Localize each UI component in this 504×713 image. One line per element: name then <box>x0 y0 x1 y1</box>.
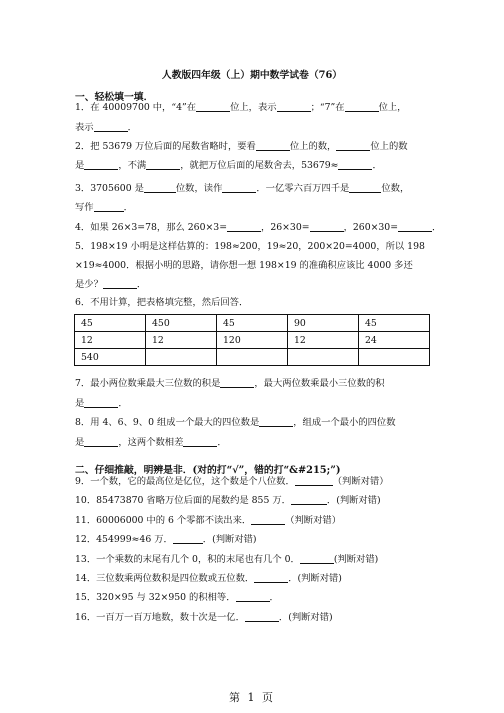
table-row <box>75 332 430 349</box>
answer-blank[interactable] <box>220 377 254 388</box>
question-5-line-1: 5．198×19 小明是这样估算的：198≈200，19≈20，200×20=4000，所以 198 <box>75 241 425 252</box>
question-1-line-2: 表示 ． <box>75 122 137 133</box>
question-4: 4．如果 26×3=78，那么 260×3= ，26×30= ，260×30= ． <box>75 222 442 233</box>
table-cell: 24 <box>359 332 430 349</box>
question-16: 16．一百万一百万地数，数十次是一亿． ．(判断对错) <box>75 612 333 623</box>
answer-blank[interactable] <box>349 182 381 193</box>
question-8-line-2: 是 ，这两个数相差 ． <box>75 437 227 448</box>
question-14: 14．三位数乘两位数积是四位数或五位数． ．(判断对错) <box>75 573 342 584</box>
answer-blank[interactable] <box>254 572 288 583</box>
multiplication-table <box>74 314 430 366</box>
table-row <box>75 349 430 366</box>
answer-blank[interactable] <box>94 121 128 132</box>
question-12: 12．454999≈46 万． ．(判断对错) <box>75 534 257 545</box>
table-cell: 540 <box>75 349 146 366</box>
question-5-line-2: ×19≈4000．根据小明的思路，请你想一想 198×19 的准确积应该比 4000 多还 <box>75 260 413 271</box>
table-cell: 45 <box>359 315 430 332</box>
table-row <box>75 315 430 332</box>
table-cell: 45 <box>217 315 288 332</box>
answer-blank[interactable] <box>259 416 293 427</box>
answer-blank[interactable] <box>173 533 203 544</box>
question-11: 11．60006000 中的 6 个零都不读出来． （判断对错） <box>75 515 341 526</box>
answer-blank[interactable] <box>144 182 176 193</box>
question-5-line-3: 是少？ ． <box>75 279 147 290</box>
answer-blank[interactable] <box>398 221 432 232</box>
question-3-line-1: 3．3705600 是 位数，读作 ．一亿零六百万四千是 位数， <box>75 183 410 194</box>
question-10: 10．85473870 省略万位后面的尾数约是 855 万． ．(判断对错) <box>75 495 381 506</box>
question-7-line-1: 7．最小两位数乘最大三位数的积是 ，最大两位数乘最小三位数的积 <box>75 378 385 389</box>
answer-blank[interactable] <box>227 221 261 232</box>
answer-blank[interactable] <box>245 611 279 622</box>
table-answer-cell[interactable] <box>359 349 430 366</box>
table-cell: 450 <box>146 315 217 332</box>
table-cell: 45 <box>75 315 146 332</box>
answer-blank[interactable] <box>256 140 290 151</box>
answer-blank[interactable] <box>251 514 285 525</box>
table-answer-cell[interactable] <box>146 349 217 366</box>
answer-blank[interactable] <box>236 591 270 602</box>
answer-blank[interactable] <box>300 553 334 564</box>
section-1-heading: 一、轻松填一填． <box>75 92 154 103</box>
exam-title: 人教版四年级（上）期中数学试卷（76） <box>161 70 343 81</box>
table-answer-cell[interactable] <box>288 349 359 366</box>
page-number: 第 1 页 <box>229 691 275 704</box>
answer-blank[interactable] <box>345 101 379 112</box>
question-15: 15．320×95 与 32×950 的积相等． ． <box>75 592 279 603</box>
section-2-heading: 二、仔细推敲，明辨是非．(对的打“√”，错的打“&#215;”) <box>75 465 341 476</box>
answer-blank[interactable] <box>291 494 327 505</box>
table-cell: 120 <box>217 332 288 349</box>
table-cell: 12 <box>75 332 146 349</box>
answer-blank[interactable] <box>196 101 230 112</box>
question-13: 13．一个乘数的末尾有几个 0，积的末尾也有几个 0． (判断对错) <box>75 554 379 565</box>
answer-blank[interactable] <box>84 397 118 408</box>
answer-blank[interactable] <box>94 201 124 212</box>
answer-blank[interactable] <box>310 221 344 232</box>
table-cell: 12 <box>146 332 217 349</box>
answer-blank[interactable] <box>222 182 256 193</box>
table-cell: 90 <box>288 315 359 332</box>
answer-blank[interactable] <box>336 140 370 151</box>
answer-blank[interactable] <box>183 436 217 447</box>
question-3-line-2: 写作 ． <box>75 202 133 213</box>
table-cell: 12 <box>288 332 359 349</box>
answer-blank[interactable] <box>295 475 333 486</box>
question-7-line-2: 是 ． <box>75 398 128 409</box>
question-6: 6．不用计算，把表格填完整，然后回答． <box>75 297 249 308</box>
answer-blank[interactable] <box>84 436 118 447</box>
answer-blank[interactable] <box>84 159 118 170</box>
question-1-line-1: 1．在 40009700 中，“4”在 位上，表示 ；“7”在 位上， <box>75 102 407 113</box>
question-2-line-1: 2．把 53679 万位后面的尾数省略时，要看 位上的数， 位上的数 <box>75 141 408 152</box>
answer-blank[interactable] <box>146 159 180 170</box>
answer-blank[interactable] <box>103 278 137 289</box>
answer-blank[interactable] <box>338 159 372 170</box>
question-8-line-1: 8．用 4、6、9、0 组成一个最大的四位数是 ，组成一个最小的四位数 <box>75 417 396 428</box>
question-9: 9．一个数，它的最高位是亿位，这个数是个八位数． （判断对错） <box>75 476 389 487</box>
question-2-line-2: 是 ，不满 ，就把万位后面的尾数舍去，53679≈ ． <box>75 160 382 171</box>
table-answer-cell[interactable] <box>217 349 288 366</box>
answer-blank[interactable] <box>277 101 311 112</box>
